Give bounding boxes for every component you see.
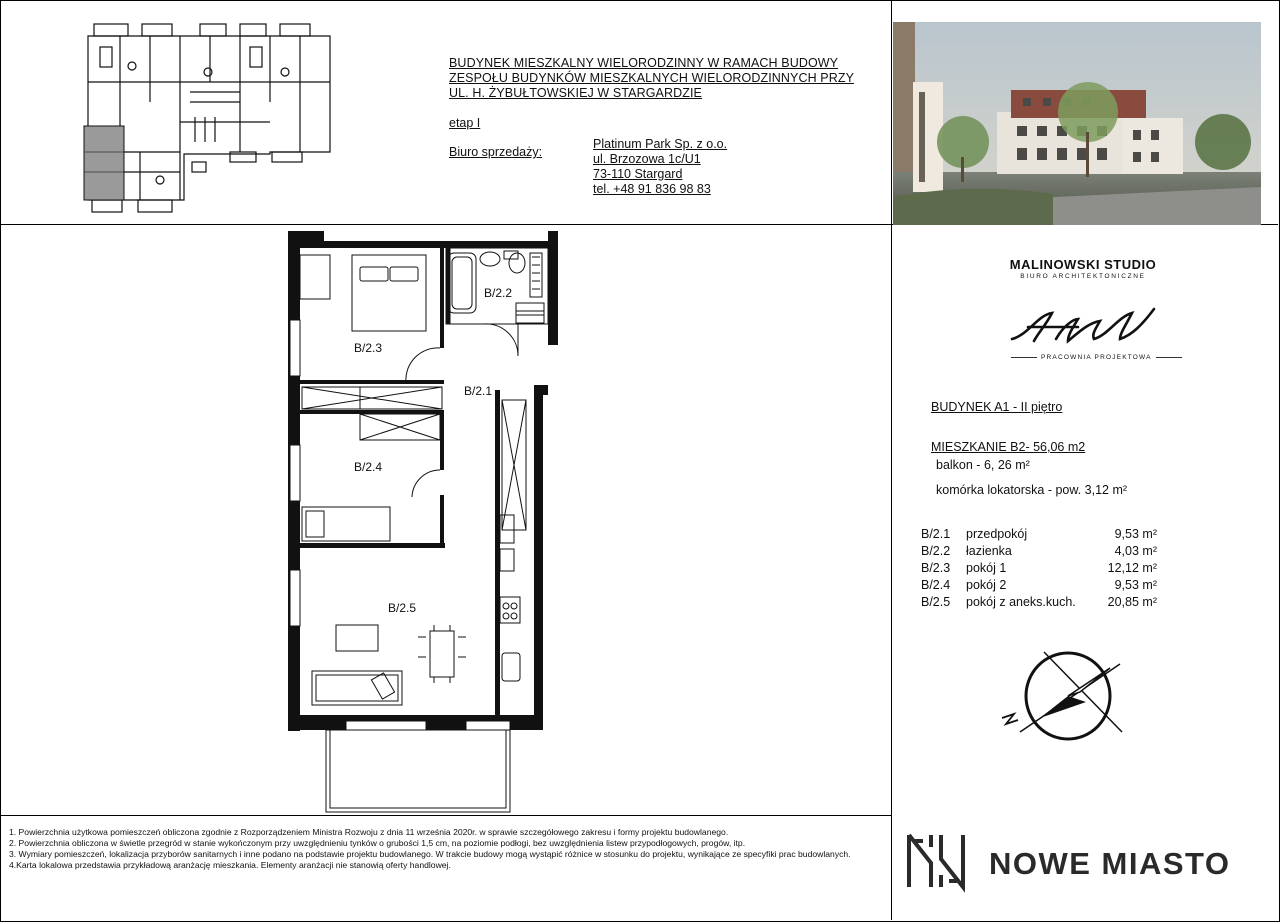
room-area: 20,85 m² — [1107, 595, 1157, 609]
room-code: B/2.1 — [921, 527, 951, 541]
storage-area: komórka lokatorska - pow. 3,12 m² — [936, 483, 1128, 497]
brand-name: NOWE MIASTO — [989, 846, 1231, 881]
plan-label-b22: B/2.2 — [484, 286, 513, 300]
sales-office-address — [593, 137, 727, 197]
footnote: 4.Karta lokalowa przedstawia przykładową aranżację mieszkania. Elementy aranżacji nie stanowią oferty handlowej. — [9, 860, 451, 870]
studio-name: MALINOWSKI STUDIO — [1009, 257, 1157, 272]
nowe-miasto-logo-icon — [903, 829, 969, 893]
room-code: B/2.5 — [921, 595, 951, 609]
room-code: B/2.3 — [921, 561, 951, 575]
room-area: 9,53 m² — [1114, 527, 1157, 541]
room-area: 9,53 m² — [1114, 578, 1157, 592]
room-row — [921, 594, 1157, 611]
balcony-area: balkon - 6, 26 m² — [936, 458, 1030, 472]
column-divider — [891, 0, 892, 920]
project-title-line: UL. H. ŻYBUŁTOWSKIEJ W STARGARDZIE — [449, 86, 702, 100]
office-line: tel. +48 91 836 98 83 — [593, 182, 711, 196]
studio-subtitle: BIURO ARCHITEKTONICZNE — [1020, 273, 1146, 280]
room-schedule — [921, 526, 1157, 611]
footnote: 3. Wymiary pomieszczeń, lokalizacja przyborów sanitarnych i inne podano na podstawie projektu budowlanego. W trakcie budowy mogą wystąpić różnice w stosunku do projektu, wynikające ze specyfiki prac budowlanych. — [9, 849, 851, 859]
room-area: 4,03 m² — [1114, 544, 1157, 558]
room-name: pokój 1 — [966, 561, 1007, 575]
project-title-line: ZESPOŁU BUDYNKÓW MIESZKALNYCH WIELORODZINNYCH PRZY — [449, 71, 855, 85]
room-row — [921, 543, 1157, 560]
room-row — [921, 560, 1157, 577]
room-name: pokój z aneks.kuch. — [966, 595, 1076, 609]
plan-label-b21: B/2.1 — [464, 384, 493, 398]
plan-label-b24: B/2.4 — [354, 460, 383, 474]
studio-logo — [1003, 257, 1163, 280]
room-code: B/2.2 — [921, 544, 951, 558]
room-name: łazienka — [966, 544, 1012, 558]
footnotes — [9, 827, 889, 871]
compass-icon — [1000, 644, 1130, 744]
room-area: 12,12 m² — [1107, 561, 1157, 575]
room-row — [921, 526, 1157, 543]
office-line: 73-110 Stargard — [593, 167, 683, 181]
footnote: 1. Powierzchnia użytkowa pomieszczeń obliczona zgodnie z Rozporządzeniem Ministra Rozwoju z dnia 11 września 2020r. w sprawie szczegółowego zakresu i formy projektu budowlanego. — [9, 827, 729, 837]
apartment-area: MIESZKANIE B2- 56,06 m2 — [931, 440, 1086, 454]
key-plan — [80, 22, 335, 220]
sales-office-label: Biuro sprzedaży: — [449, 145, 543, 159]
room-name: przedpokój — [966, 527, 1028, 541]
room-code: B/2.4 — [921, 578, 951, 592]
project-title-line: BUDYNEK MIESZKALNY WIELORODZINNY W RAMACH BUDOWY — [449, 56, 839, 70]
project-title — [449, 56, 854, 101]
plan-label-b25: B/2.5 — [388, 601, 417, 615]
pracownia-text: PRACOWNIA PROJEKTOWA — [1041, 354, 1152, 361]
plan-label-b23: B/2.3 — [354, 341, 383, 355]
stage-label: etap I — [449, 116, 481, 130]
signature-logo — [1008, 305, 1158, 347]
notes-divider — [0, 815, 892, 816]
pracownia-caption — [1011, 354, 1182, 361]
office-line: ul. Brzozowa 1c/U1 — [593, 152, 701, 166]
room-row — [921, 577, 1157, 594]
footnote: 2. Powierzchnia obliczona w świetle przegród w stanie wykończonym przy uwzględnieniu tynków o grubości 1,5 cm, na poziomie podłogi, bez uwzględnienia listew przypodłogowych, progów, itp. — [9, 838, 746, 848]
room-name: pokój 2 — [966, 578, 1007, 592]
building-rendering — [893, 22, 1261, 225]
building-floor: BUDYNEK A1 - II piętro — [931, 400, 1063, 414]
office-line: Platinum Park Sp. z o.o. — [593, 137, 728, 151]
floor-plan — [280, 225, 570, 815]
compass-north-mark — [1002, 714, 1018, 724]
